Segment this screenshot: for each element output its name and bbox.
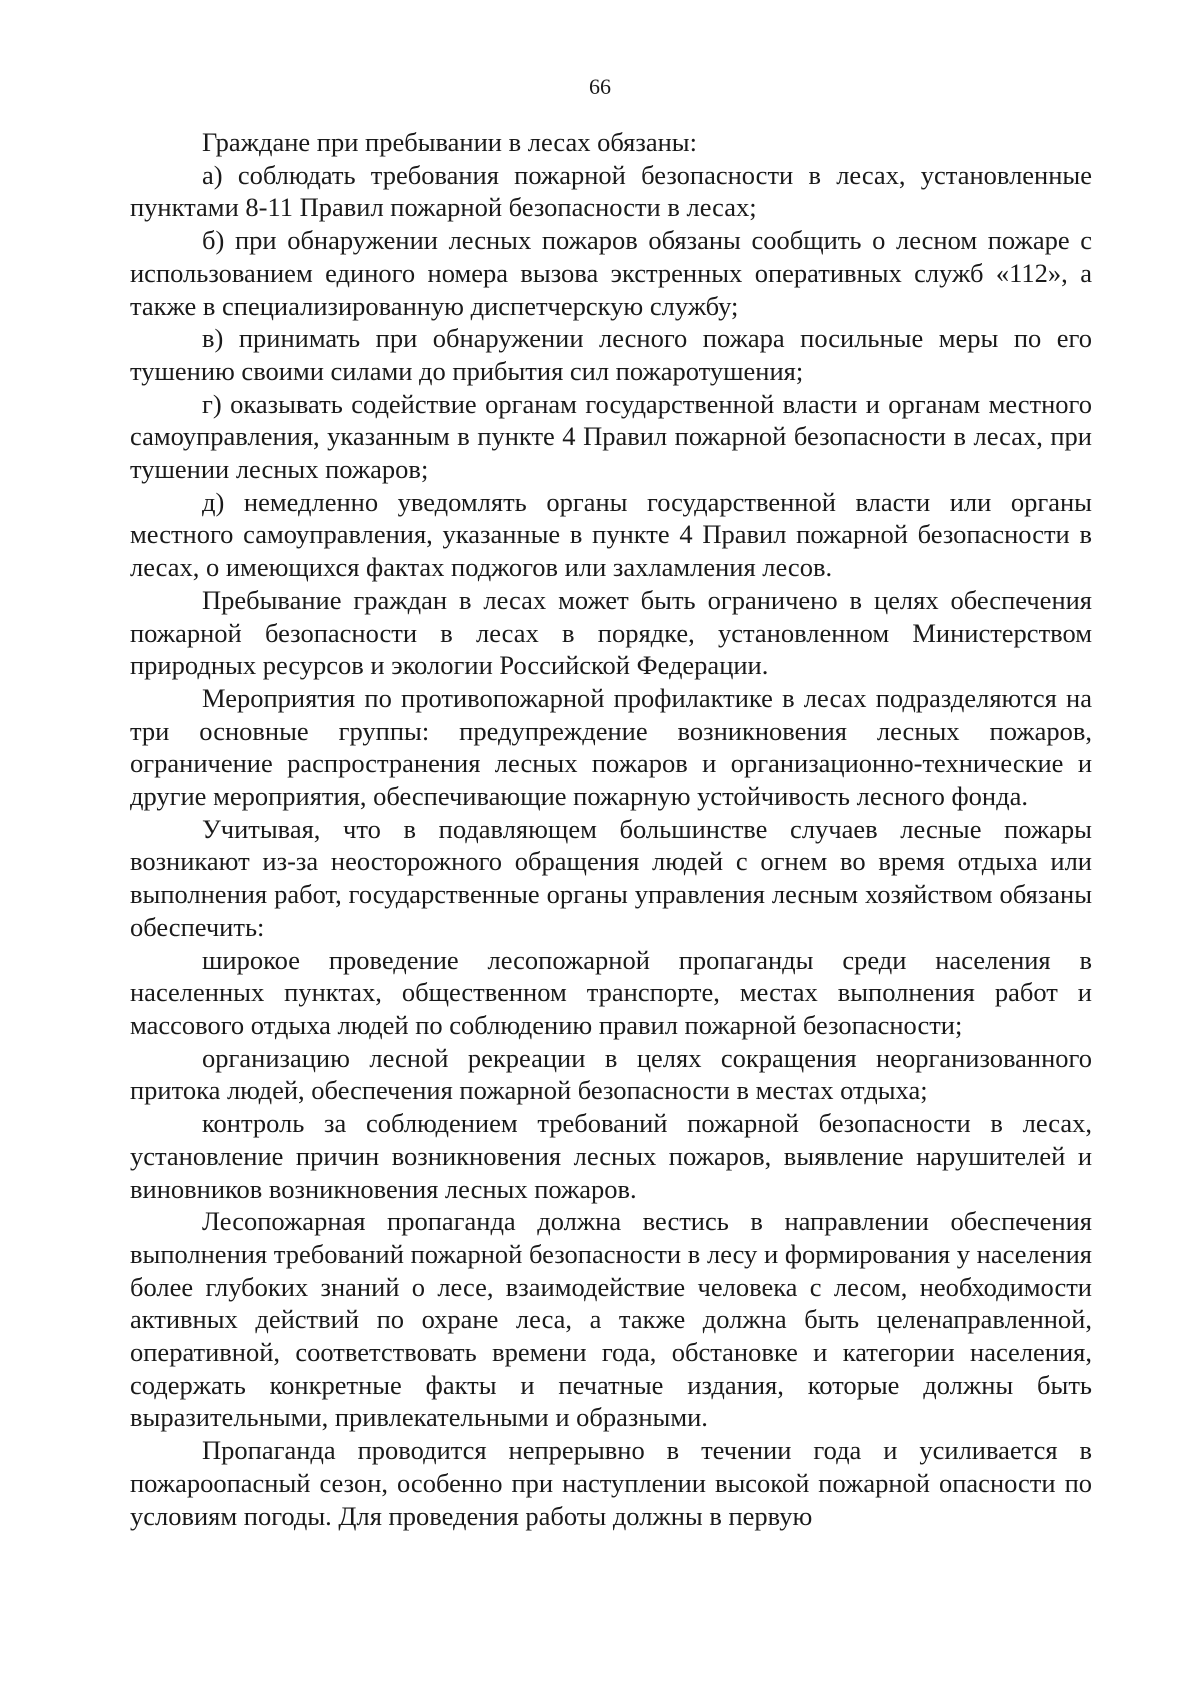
paragraph-propaganda-season: Пропаганда проводится непрерывно в течении года и усиливается в пожароопасный сезон, особенно при наступлении высокой пожарной опасности по условиям погоды. Для проведения работы должны в первую — [130, 1435, 1092, 1531]
paragraph-intro: Граждане при пребывании в лесах обязаны: — [202, 127, 697, 157]
paragraph-item-g: г) оказывать содействие органам государственной власти и органам местного самоуправления, указанным в пункте 4 Правил пожарной безопасности в лесах, при тушении лесных пожаров; — [130, 388, 1092, 485]
paragraph-obligations: Учитывая, что в подавляющем большинстве случаев лесные пожары возникают из-за неосторожного обращения людей с огнем во время отдыха или выполнения работ, государственные органы управления лесным хозяйством обязаны обеспечить: — [130, 813, 1092, 942]
paragraph-item-a: а) соблюдать требования пожарной безопасности в лесах, установленные пунктами 8-11 Правил пожарной безопасности в лесах; — [130, 159, 1092, 223]
page-number: 66 — [589, 74, 611, 99]
paragraph-recreation-item: организацию лесной рекреации в целях сокращения неорганизованного притока людей, обеспечения пожарной безопасности в местах отдыха; — [130, 1042, 1092, 1106]
paragraph-item-v: в) принимать при обнаружении лесного пожара посильные меры по его тушению своими силами до прибытия сил пожаротушения; — [130, 323, 1092, 386]
paragraph-propaganda-direction: Лесопожарная пропаганда должна вестись в направлении обеспечения выполнения требований пожарной безопасности в лесу и формирования у населения более глубоких знаний о лесе, взаимодействие человека с лесом, необходимости активных действий по охране леса, а также должна быть целенаправленной, оперативной, соответствовать времени года, обстановке и категории населения, содержать конкретные факты и печатные издания, которые должны быть выразительными, привлекательными и образными. — [130, 1206, 1092, 1433]
paragraph-item-d: д) немедленно уведомлять органы государственной власти или органы местного самоуправления, указанные в пункте 4 Правил пожарной безопасности в лесах, о имеющихся фактах поджогов или захламления лесов. — [130, 486, 1092, 583]
paragraph-propaganda-item: широкое проведение лесопожарной пропаганды среди населения в населенных пунктах, общественном транспорте, местах выполнения работ и массового отдыха людей по соблюдению правил пожарной безопасности; — [130, 944, 1092, 1040]
paragraph-restriction: Пребывание граждан в лесах может быть ограничено в целях обеспечения пожарной безопасности в лесах в порядке, установленном Министерством природных ресурсов и экологии Российской Федерации. — [130, 584, 1092, 681]
paragraph-control-item: контроль за соблюдением требований пожарной безопасности в лесах, установление причин возникновения лесных пожаров, выявление нарушителей и виновников возникновения лесных пожаров. — [130, 1108, 1092, 1204]
body-text — [130, 126, 1092, 1532]
paragraph-item-b: б) при обнаружении лесных пожаров обязаны сообщить о лесном пожаре с использованием единого номера вызова экстренных оперативных служб «112», а также в специализированную диспетчерскую службу; — [130, 225, 1092, 321]
paragraph-measures: Мероприятия по противопожарной профилактике в лесах подразделяются на три основные группы: предупреждение возникновения лесных пожаров, ограничение распространения лесных пожаров и организационно-технические и другие мероприятия, обеспечивающие пожарную устойчивость лесного фонда. — [130, 682, 1092, 812]
